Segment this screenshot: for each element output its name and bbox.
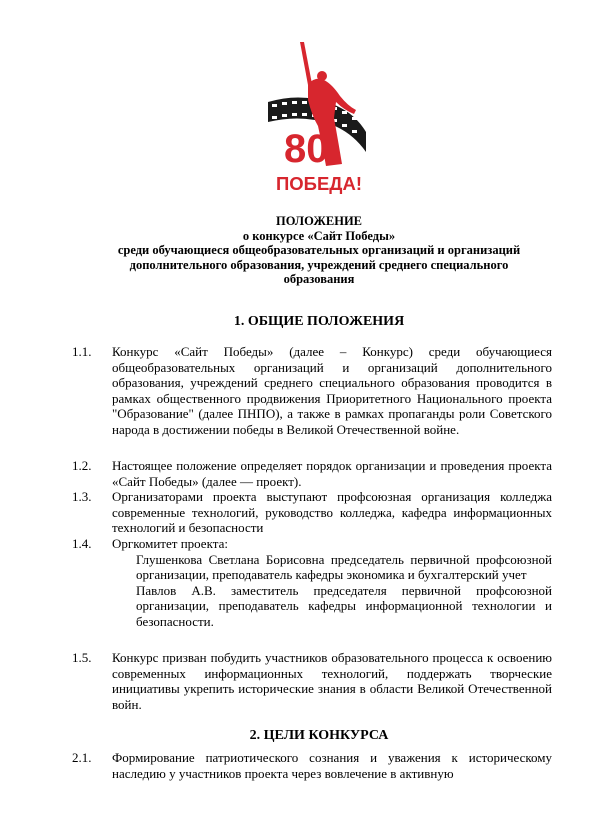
item-text: Организаторами проекта выступают профсоюзная организация колледжа современные технологий, руководство колледжа, кафедра информационных технологий и безопасности <box>112 489 552 536</box>
item-text: Конкурс «Сайт Победы» (далее – Конкурс) среди обучающиеся общеобразовательных организаций и организаций дополнительного образования, учреждений среднего специального образования проводится в рамках общественного продвижения Приоритетного Национального проекта "Образование" (далее ПНПО), а также в рамках пропаганды роли Советского народа в достижении победы в Великой Отечественной войне. <box>112 344 552 437</box>
list-item <box>72 458 552 489</box>
item-number: 1.5. <box>72 650 92 665</box>
section-1-title: 1. ОБЩИЕ ПОЛОЖЕНИЯ <box>233 314 405 329</box>
logo-number: 80 <box>284 127 329 171</box>
list-item <box>72 750 552 781</box>
item-number: 1.1. <box>72 344 92 359</box>
list-item <box>72 489 552 536</box>
committee-member: Глушенкова Светлана Борисовна председатель первичной профсоюзной организации, преподаватель кафедры экономика и бухгалтерский учет <box>136 551 552 583</box>
header-line-4: дополнительного образования, учреждений среднего специального <box>129 257 509 272</box>
list-item <box>72 536 552 630</box>
header-line-5: образования <box>283 272 355 286</box>
document-header <box>60 214 578 287</box>
section-2-title: 2. ЦЕЛИ КОНКУРСА <box>249 728 389 743</box>
logo-word: ПОБЕДА! <box>276 174 362 194</box>
item-text: Конкурс призван побудить участников образовательного процесса к освоению современных информационных технологий, поддержать творческие инициативы укрепить исторические знания в области Великой Отечественной войн. <box>112 650 552 712</box>
item-number: 1.3. <box>72 489 92 504</box>
item-text: Формирование патриотического сознания и уважения к историческому наследию у участников проекта через вовлечение в активную <box>112 750 552 781</box>
item-text: Оргкомитет проекта: <box>112 536 228 551</box>
document-title: ПОЛОЖЕНИЕ <box>275 214 363 228</box>
item-number: 2.1. <box>72 750 92 765</box>
committee-member: Павлов А.В. заместитель председателя первичной профсоюзной организации, преподаватель кафедры информационной технологии и безопасности. <box>136 582 552 629</box>
item-number: 1.2. <box>72 458 92 473</box>
header-line-2: о конкурсе «Сайт Победы» <box>242 228 396 243</box>
header-line-3: среди обучающиеся общеобразовательных организаций и организаций <box>117 243 521 257</box>
victory-80-logo <box>262 40 372 200</box>
item-text: Настоящее положение определяет порядок организации и проведения проекта «Сайт Победы» (далее — проект). <box>112 458 552 489</box>
item-number: 1.4. <box>72 536 92 551</box>
list-item <box>72 344 552 438</box>
list-item <box>72 650 552 712</box>
